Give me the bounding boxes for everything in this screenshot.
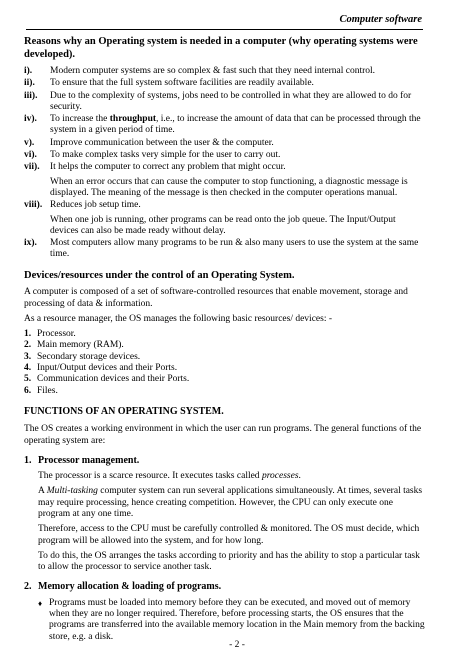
section-heading-reasons: Reasons why an Operating system is needed in a computer (why operating systems were developed). bbox=[24, 36, 418, 60]
list-item bbox=[24, 162, 426, 173]
list-item-number: 3. bbox=[24, 351, 32, 362]
list-item bbox=[24, 340, 426, 351]
list-item-text: Modern computer systems are so complex & fast such that they need internal control. bbox=[50, 66, 376, 76]
function-body-processor bbox=[38, 471, 426, 573]
list-item bbox=[24, 200, 426, 211]
list-item bbox=[24, 91, 426, 114]
text-run: . bbox=[298, 471, 301, 482]
function-number: 2. bbox=[24, 581, 32, 593]
bullet-item bbox=[38, 598, 426, 643]
function-title: Processor management. bbox=[38, 454, 140, 466]
list-item-number: 5. bbox=[24, 374, 32, 385]
list-item-text: Input/Output devices and their Ports. bbox=[37, 363, 178, 374]
list-item-subtext: When one job is running, other programs can be read onto the job queue. The Input/Output devices can also be made ready without delay. bbox=[50, 214, 396, 236]
list-item-number: iii). bbox=[24, 90, 38, 101]
list-item-subtext: When an error occurs that can cause the computer to stop functioning, a diagnostic message is displayed. The meaning of the message is then checked in the computer operations manual. bbox=[50, 176, 408, 198]
list-item-number: vi). bbox=[24, 150, 37, 161]
list-item-number: v). bbox=[24, 137, 35, 148]
list-item-number: ix). bbox=[24, 238, 37, 249]
list-item-number: 4. bbox=[24, 363, 32, 374]
list-item-text: Main memory (RAM). bbox=[37, 340, 124, 351]
list-item-text: Due to the complexity of systems, jobs need to be controlled in what they are allowed to do for security. bbox=[50, 90, 412, 112]
list-item bbox=[24, 352, 426, 363]
list-item-text: Reduces job setup time. bbox=[50, 200, 141, 211]
diamond-bullet-icon: ♦ bbox=[38, 598, 43, 608]
list-item-text: Files. bbox=[37, 385, 58, 396]
header-rule bbox=[26, 29, 423, 30]
section-heading-functions: FUNCTIONS OF AN OPERATING SYSTEM. bbox=[24, 405, 224, 417]
list-item bbox=[24, 374, 426, 385]
list-item-text: It helps the computer to correct any problem that might occur. bbox=[50, 162, 286, 173]
list-item-text: Processor. bbox=[37, 329, 76, 340]
italic-term: processes bbox=[261, 471, 299, 482]
reasons-list bbox=[24, 66, 426, 261]
paragraph: To do this, the OS arranges the tasks according to priority and has the ability to stop a particular task to allow the processor to service another task. bbox=[38, 550, 420, 573]
text-run: The processor is a scarce resource. It executes tasks called bbox=[38, 471, 262, 482]
list-item-text: Improve communication between the user & the computer. bbox=[50, 137, 274, 148]
list-item-text: Most computers allow many programs to be run & also many users to use the system at the same time. bbox=[50, 238, 419, 260]
list-item bbox=[24, 386, 426, 397]
list-item-number: 2. bbox=[24, 340, 32, 351]
list-item-number: iv). bbox=[24, 114, 37, 125]
paragraph: The OS creates a working environment in which the user can run programs. The general functions of the operating system are: bbox=[24, 424, 422, 446]
list-item-number: viii). bbox=[24, 200, 43, 211]
list-item bbox=[24, 238, 426, 261]
bullet-text: Programs must be loaded into memory before they can be executed, and moved out of memory when they are no longer required. Therefore, before processing starts, the OS ensures that the programs are transferred into the available memory location in the Main memory from the backing store, e.g. a disk. bbox=[49, 597, 425, 642]
list-item bbox=[24, 138, 426, 149]
paragraph: Therefore, access to the CPU must be carefully controlled & monitored. The OS must decide, which program will be allowed into the system, and for how long. bbox=[38, 524, 420, 546]
text-run: A bbox=[38, 486, 47, 497]
list-item-text: To make complex tasks very simple for the user to carry out. bbox=[50, 150, 281, 161]
function-title: Memory allocation & loading of programs. bbox=[38, 581, 222, 593]
function-heading-processor bbox=[24, 455, 426, 466]
text-run: , i.e., to increase the amount of data that can be processed through the system in a given period of time. bbox=[50, 114, 421, 136]
paragraph: As a resource manager, the OS manages the following basic resources/ devices: - bbox=[24, 313, 332, 324]
italic-term: Multi-tasking bbox=[46, 486, 98, 497]
list-item bbox=[24, 150, 426, 161]
running-header: Computer software bbox=[339, 14, 422, 25]
list-item-number: i). bbox=[24, 66, 33, 76]
list-item-text: Communication devices and their Ports. bbox=[37, 374, 190, 385]
list-item bbox=[24, 66, 426, 77]
list-item-number: 6. bbox=[24, 385, 32, 396]
paragraph bbox=[38, 471, 426, 482]
function-heading-memory bbox=[24, 581, 426, 592]
list-item-number: 1. bbox=[24, 329, 32, 340]
list-item-number: ii). bbox=[24, 78, 35, 89]
list-item-text bbox=[50, 114, 426, 137]
section-heading-devices: Devices/resources under the control of an Operating System. bbox=[24, 269, 295, 281]
list-item bbox=[24, 329, 426, 340]
text-run: To increase the bbox=[50, 114, 110, 125]
devices-list bbox=[24, 329, 426, 397]
page-number: - 2 - bbox=[229, 640, 245, 650]
list-item bbox=[24, 78, 426, 89]
page-content bbox=[24, 36, 426, 643]
paragraph: A computer is composed of a set of software-controlled resources that enable movement, storage and processing of data & information. bbox=[24, 287, 408, 309]
list-item bbox=[24, 114, 426, 137]
bold-term-throughput: throughput bbox=[109, 114, 157, 125]
list-item-text: To ensure that the full system software facilities are readily available. bbox=[50, 78, 314, 89]
list-item-text: Secondary storage devices. bbox=[37, 351, 141, 362]
list-item-number: vii). bbox=[24, 162, 40, 173]
function-number: 1. bbox=[24, 454, 32, 466]
paragraph bbox=[38, 486, 426, 520]
list-item bbox=[24, 363, 426, 374]
text-run: computer system can run several applications simultaneously. At times, several tasks may require processing, hence creating competition. However, the CPU can only execute one program at any one time. bbox=[38, 486, 423, 519]
